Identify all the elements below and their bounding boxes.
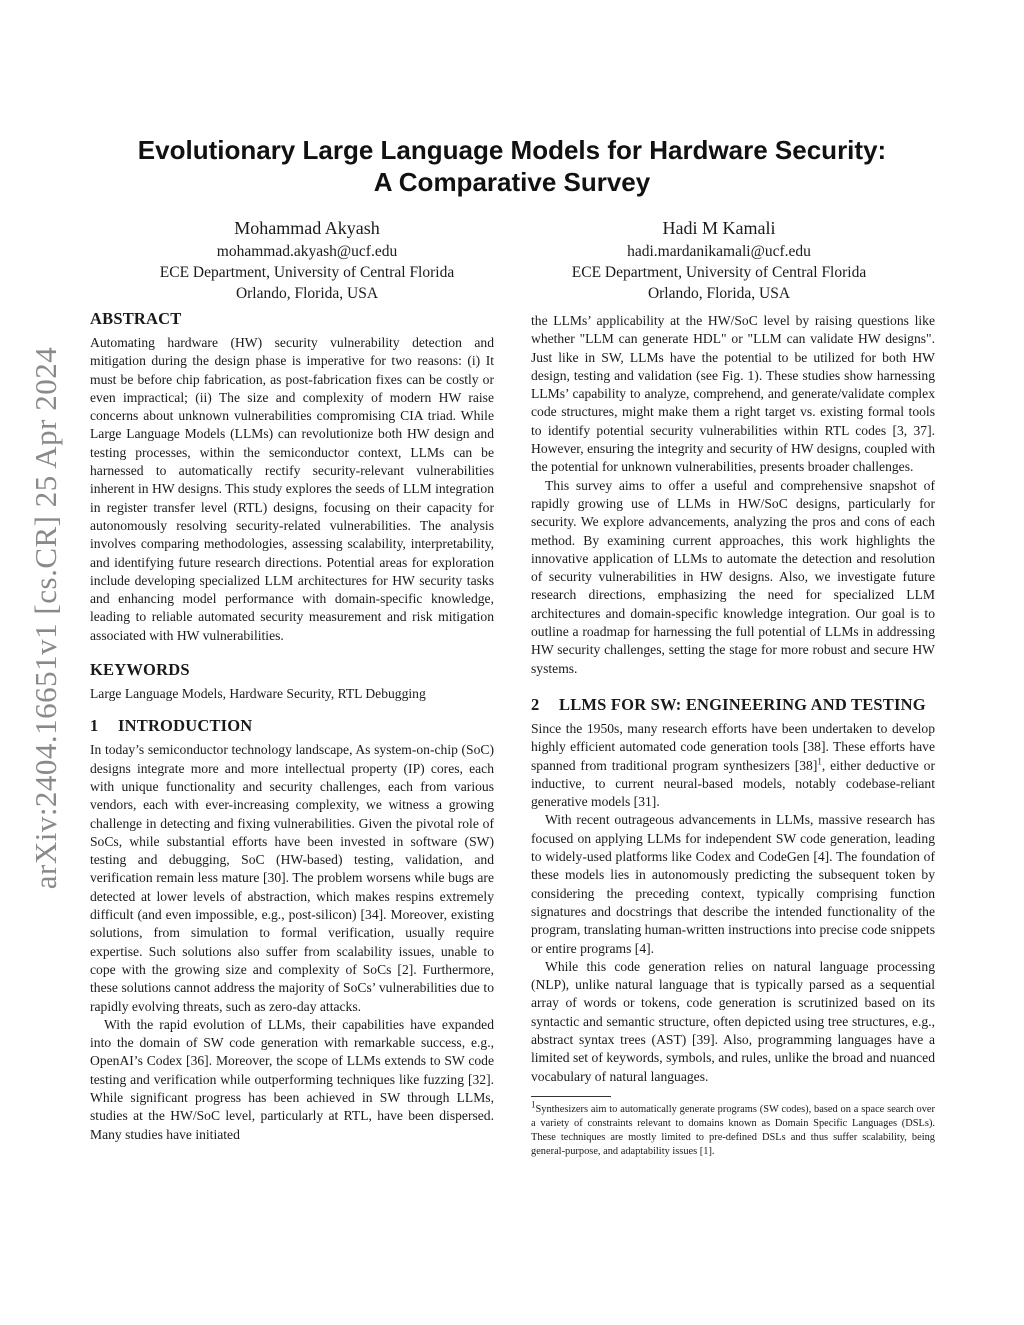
author-location: Orlando, Florida, USA	[235, 285, 379, 302]
title-line-2: A Comparative Survey	[373, 167, 651, 197]
intro-paragraph-3: the LLMs’ applicability at the HW/SoC level by raising questions like whether "LLM can generate HDL" or "LLM can validate HW designs". Just like in SW, LLMs have the potential to be utilized for both HW design, testing and validation (see Fig. 1). These studies show harnessing LLMs’ capability to analyze, comprehend, and generate/validate complex code structures, might make them a right target vs. existing formal tools to identify potential security vulnerabilities within RTL codes [3, 37]. However, ensuring the integrity and security of HW designs, coupled with the potential for unknown vulnerabilities, presents broader challenges.	[531, 313, 935, 475]
section-2-paragraph-1	[531, 720, 935, 811]
footnote-text: Synthesizers aim to automatically generate programs (SW codes), based on a space search over a variety of constraints relevant to domains known as Domain Specific Languages (DSLs). These techniques are mostly limited to pre-defined DSLs and thus suffer scalability, being general-purpose, and adaptability issues [1].	[531, 1103, 935, 1157]
text-span: , either deductive or inductive, to current neural-based models, notably codebase-reliant generative models [31].	[531, 757, 935, 810]
footnote-ref[interactable]: 1	[817, 756, 822, 766]
section-2-paragraph-3: While this code generation relies on natural language processing (NLP), unlike natural language that is typically parsed as a sequential array of words or tokens, code generation is scrutinized based on its syntactic and semantic structure, often depicted using tree structures, e.g., abstract syntax trees (AST) [39]. Also, programming languages have a limited set of keywords, symbols, and rules, unlike the broad and nuanced vocabulary of natural languages.	[531, 958, 935, 1084]
title-line-1: Evolutionary Large Language Models for Hardware Security:	[137, 135, 887, 165]
right-column	[531, 312, 935, 1159]
intro-paragraph-1: In today’s semiconductor technology landscape, As system-on-chip (SoC) designs integrate more and more intellectual property (IP) cores, each with unique functionality and security challenges, each from various vendors, each with ever-increasing complexity, we witness a growing challenge in detecting and fixing vulnerabilities. Given the pivotal role of SoCs, while substantial efforts have been invested in software (SW) testing and debugging, SoC (HW-based) testing, validation, and verification remain less mature [30]. The problem worsens while bugs are detected at lower levels of abstraction, which makes respins extremely difficult (and even impossible, e.g., post-silicon) [34]. Moreover, existing solutions, from simulation to formal verification, usually require expertise. Such solutions also suffer from scalability issues, unable to cope with the growing size and complexity of SoCs [2]. Furthermore, these solutions cannot address the majority of SoCs’ vulnerabilities due to rapidly evolving threats, such as zero-day attacks.	[90, 742, 494, 1014]
author-name: Hadi M Kamali	[662, 218, 776, 238]
arxiv-watermark: arXiv:2404.16651v1 [cs.CR] 25 Apr 2024	[28, 346, 63, 890]
intro-paragraph-2: With the rapid evolution of LLMs, their capabilities have expanded into the domain of SW code generation with remarkable success, e.g., OpenAI’s Codex [36]. Moreover, the scope of LLMs extends to SW code testing and verification while outperforming techniques like fuzzing [32]. While significant progress has been achieved in SW through LLMs, studies at the HW/SoC level, particularly at RTL, have been dispersed. Many studies have initiated	[90, 1016, 494, 1142]
abstract-text: Automating hardware (HW) security vulnerability detection and mitigation during the design phase is imperative for two reasons: (i) It must be before chip fabrication, as post-fabrication fixes can be costly or even impractical; (ii) The size and complexity of modern HW raise concerns about unknown vulnerabilities compromising CIA triad. While Large Language Models (LLMs) can revolutionize both HW design and testing processes, within the semiconductor context, LLMs can be harnessed to automatically rectify security-relevant vulnerabilities inherent in HW designs. This study explores the seeds of LLM integration in register transfer level (RTL) designs, focusing on their capacity for autonomously resolving security-related vulnerabilities. The analysis involves comparing methodologies, assessing scalability, interpretability, and identifying future research directions. Potential areas for exploration include developing specialized LLM architectures for HW security tasks and enhancing model performance with domain-specific knowledge, leading to reliable automated security measurement and risk mitigation associated with HW vulnerabilities.	[90, 335, 494, 643]
left-column	[90, 308, 494, 1144]
footnote-mark: 1	[531, 1099, 536, 1110]
section-title: LLMS FOR SW: ENGINEERING AND TESTING	[559, 694, 926, 714]
keywords-text: Large Language Models, Hardware Security, RTL Debugging	[90, 686, 426, 702]
paper-title	[0, 134, 1024, 198]
keywords-heading: KEYWORDS	[90, 660, 190, 680]
author-affiliation: ECE Department, University of Central Florida	[159, 264, 455, 281]
footnote-divider	[531, 1096, 611, 1097]
abstract-heading: ABSTRACT	[90, 309, 182, 328]
section-number: 1	[90, 716, 99, 736]
intro-paragraph-4: This survey aims to offer a useful and comprehensive snapshot of rapidly growing use of LLMs in HW/SoC designs, particularly for security. We explore advancements, analyzing the pros and cons of each method. By examining current approaches, this work highlights the innovative application of LLMs to automate the detection and resolution of security vulnerabilities in HW designs. Also, we investigate future research directions, emphasizing the need for specialized LLM architectures and domain-specific knowledge integration. Our goal is to outline a roadmap for harnessing the full potential of LLMs in addressing HW security challenges, setting the stage for more robust and secure HW systems.	[531, 477, 935, 676]
footnote	[531, 1099, 935, 1159]
section-number: 2	[531, 694, 540, 714]
section-2-paragraph-2: With recent outrageous advancements in LLMs, massive research has focused on applying LLMs for independent SW code generation, leading to widely-used platforms like Codex and CodeGen [4]. The foundation of these models lies in autonomously predicting the subsequent token by considering the preceding context, typically comprising function signatures and docstrings that describe the intended functionality of the program, translating human-written instructions into precise code snippets or entire programs [4].	[531, 812, 935, 956]
author-email: hadi.mardanikamali@ucf.edu	[627, 243, 811, 260]
author-block-1	[117, 216, 497, 304]
author-name: Mohammad Akyash	[234, 218, 380, 238]
section-title: INTRODUCTION	[118, 716, 253, 736]
section-2-heading	[531, 694, 935, 716]
author-email: mohammad.akyash@ucf.edu	[216, 243, 398, 260]
text-span: Since the 1950s, many research efforts have been undertaken to develop highly efficient automated code generation tools [38]. These efforts have spanned from traditional program synthesizers [38]	[531, 720, 935, 773]
author-location: Orlando, Florida, USA	[647, 285, 791, 302]
author-affiliation: ECE Department, University of Central Florida	[571, 264, 867, 281]
introduction-heading	[90, 715, 494, 737]
author-block-2	[529, 216, 909, 304]
